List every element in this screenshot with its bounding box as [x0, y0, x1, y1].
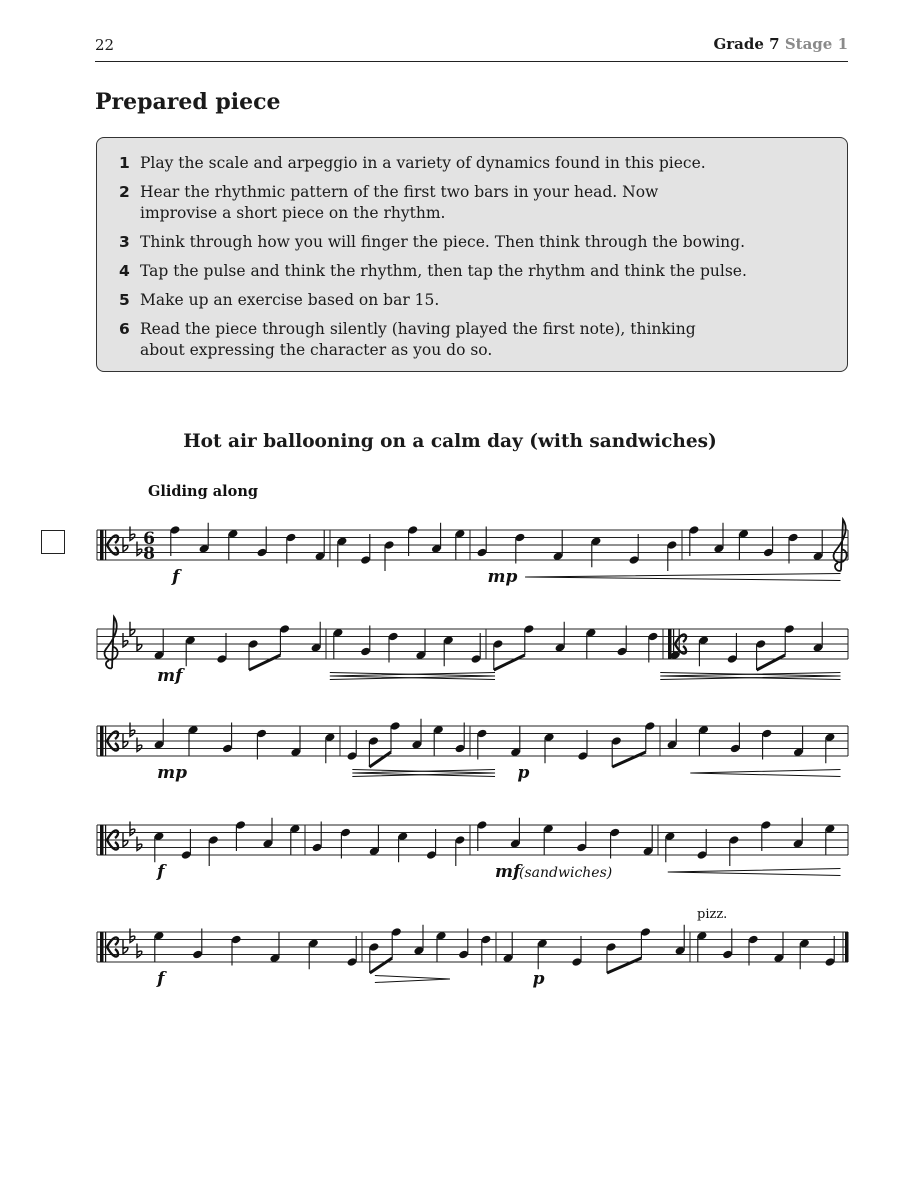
- time-signature-top: 6: [143, 529, 155, 549]
- piece-title: Hot air ballooning on a calm day (with sandwiches): [183, 431, 717, 452]
- staff-system: [97, 719, 848, 783]
- flat-accidental: [130, 929, 135, 943]
- stage-label: Stage 1: [784, 35, 848, 53]
- section-title: Prepared piece: [95, 89, 281, 115]
- crescendo-hairpin: [525, 574, 840, 581]
- crescendo-hairpin: [690, 770, 840, 777]
- alto-clef-bar: [100, 825, 104, 855]
- staff-system: [97, 818, 848, 882]
- prep-item: [119, 319, 831, 361]
- treble-clef: [105, 617, 118, 668]
- flat-accidental: [130, 527, 135, 541]
- flat-accidental: [137, 542, 142, 556]
- preparation-list: [119, 153, 831, 361]
- running-head: [713, 35, 848, 53]
- staff-system: [97, 907, 849, 989]
- prep-item-number: 5: [119, 291, 130, 309]
- staff-system: [97, 617, 848, 686]
- music-score: [0, 470, 900, 1010]
- dynamic-marking: p: [532, 969, 545, 989]
- alto-clef-bar-thin: [105, 726, 106, 756]
- prep-item-number: 2: [119, 183, 130, 201]
- flat-accidental: [137, 944, 142, 958]
- flat-accidental: [130, 822, 135, 836]
- prep-item-text: Think through how you will finger the piece. Then think through the bowing.: [140, 233, 746, 251]
- flat-accidental: [137, 837, 142, 851]
- diminuendo-hairpin: [352, 770, 495, 777]
- grade-label: Grade 7: [713, 35, 780, 53]
- prep-item: [119, 182, 831, 224]
- alto-clef-bar: [100, 932, 104, 962]
- diminuendo-hairpin: [660, 673, 840, 680]
- tempo-marking: Gliding along: [148, 483, 259, 500]
- beam: [369, 752, 391, 767]
- prep-item-number: 6: [119, 320, 130, 338]
- alto-clef-bar: [100, 726, 104, 756]
- crescendo-hairpin: [660, 673, 840, 680]
- beam: [494, 655, 525, 670]
- page-number: 22: [95, 36, 115, 54]
- prep-item-text: Read the piece through silently (having played the first note), thinking about expressing the character as you do so.: [140, 320, 696, 359]
- expression-text: (sandwiches): [519, 865, 613, 881]
- alto-clef-bar: [100, 530, 104, 560]
- flat-accidental: [137, 738, 142, 752]
- crescendo-hairpin: [330, 673, 495, 680]
- prep-item-text: Tap the pulse and think the rhythm, then tap the rhythm and think the pulse.: [140, 262, 747, 280]
- prep-item-text: Hear the rhythmic pattern of the first two bars in your head. Now improvise a short piece on the rhythm.: [140, 183, 659, 222]
- staff-system: [97, 520, 848, 588]
- dynamic-marking: p: [517, 763, 530, 783]
- dynamic-marking: mf: [157, 666, 183, 686]
- technique-marking: pizz.: [697, 907, 728, 922]
- diminuendo-hairpin: [330, 673, 495, 680]
- preparation-box: [96, 137, 848, 372]
- prep-item-text: Make up an exercise based on bar 15.: [140, 291, 440, 309]
- prep-item: [119, 290, 831, 311]
- beam: [757, 655, 786, 670]
- prep-item-number: 3: [119, 233, 130, 251]
- prep-item: [119, 153, 831, 174]
- flat-accidental: [123, 633, 128, 647]
- crescendo-hairpin: [352, 770, 495, 777]
- beam: [370, 958, 392, 973]
- crescendo-hairpin: [668, 869, 841, 876]
- prep-item: [119, 261, 831, 282]
- header-rule: [95, 61, 848, 62]
- dynamic-marking: f: [157, 862, 165, 882]
- prep-item: [119, 232, 831, 253]
- diminuendo-hairpin: [375, 976, 450, 983]
- beam: [249, 655, 280, 670]
- flat-accidental: [130, 723, 135, 737]
- dynamic-marking: mp: [157, 763, 187, 783]
- prep-item-number: 1: [119, 154, 130, 172]
- time-signature-bottom: 8: [143, 544, 155, 564]
- alto-clef-bar-thin: [105, 932, 106, 962]
- dynamic-marking: mf: [495, 862, 521, 882]
- beam: [612, 752, 646, 767]
- beam: [607, 958, 641, 973]
- dynamic-marking: f: [172, 567, 180, 587]
- final-barline-thick: [845, 932, 849, 962]
- dynamic-marking: mp: [487, 567, 518, 587]
- alto-clef-bar-thin: [105, 530, 106, 560]
- prep-item-text: Play the scale and arpeggio in a variety of dynamics found in this piece.: [140, 154, 706, 172]
- alto-clef-bar-thin: [105, 825, 106, 855]
- prep-item-number: 4: [119, 262, 130, 280]
- dynamic-marking: f: [157, 969, 165, 989]
